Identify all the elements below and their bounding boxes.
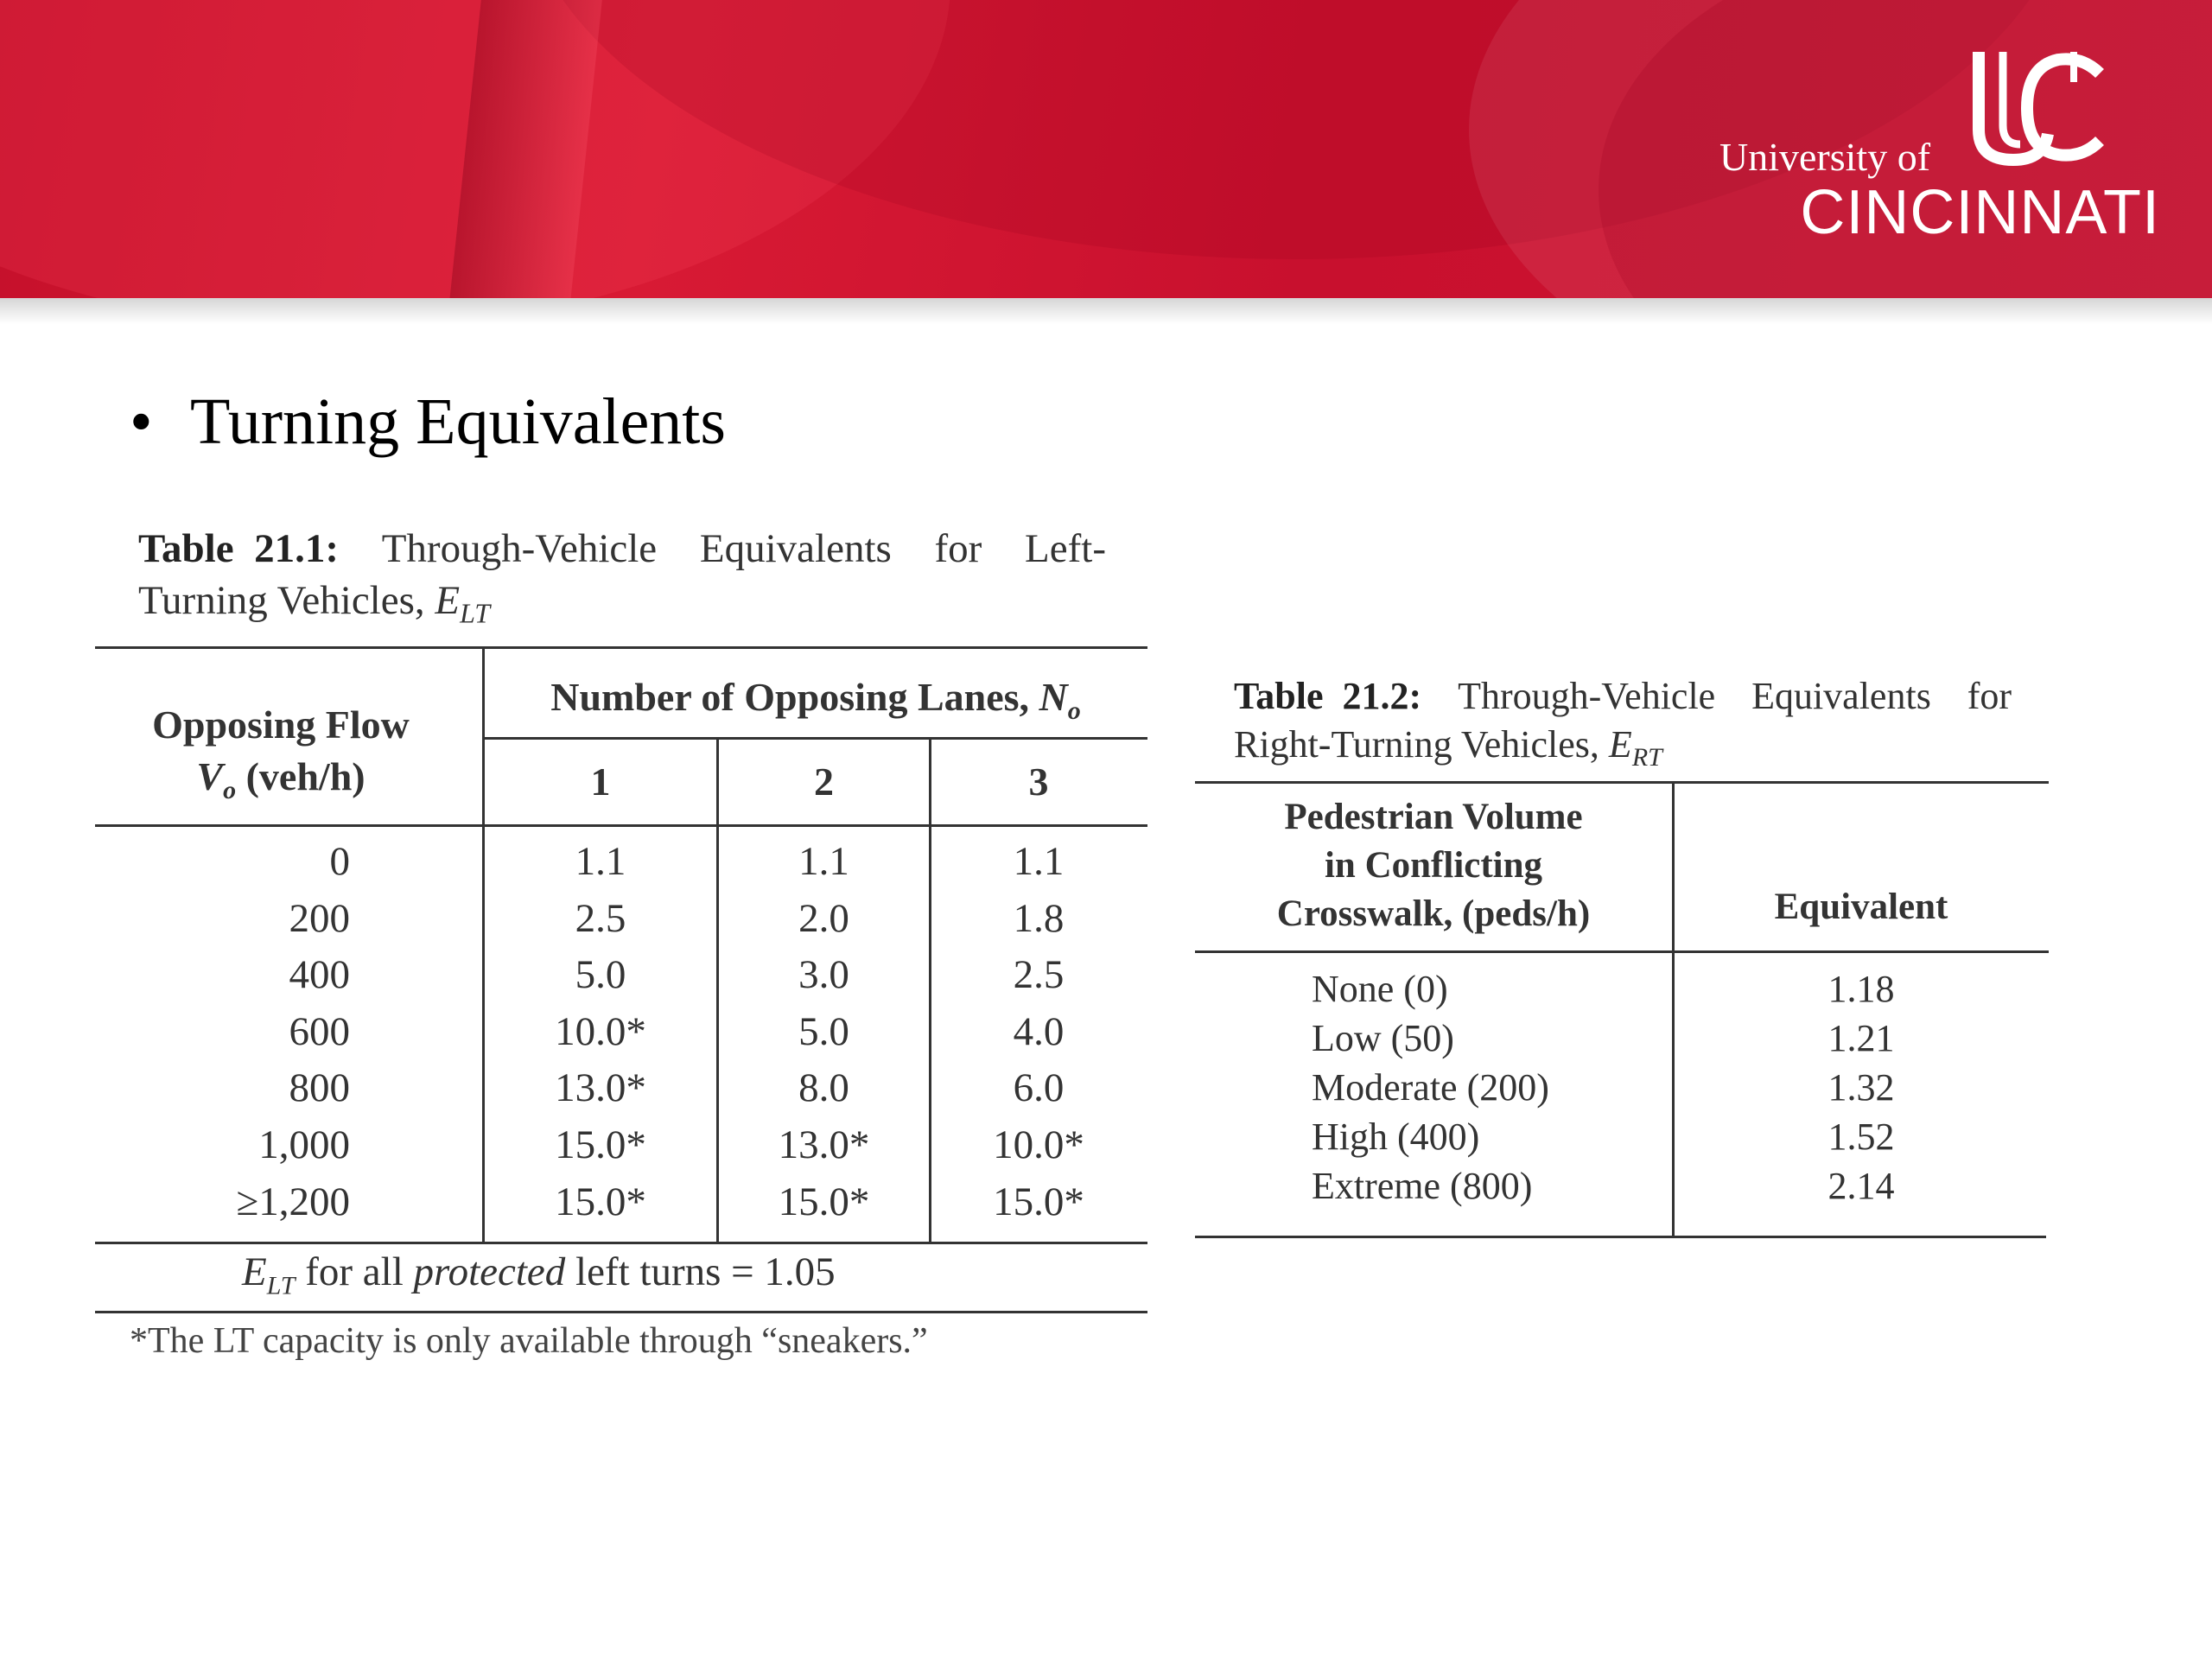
logo-university-of: University of <box>1719 135 1931 179</box>
table1-row-header-line2 <box>95 753 467 805</box>
table1-footer <box>242 1249 836 1300</box>
table1-value-cell: 1.1 <box>575 839 626 884</box>
table2-equivalent-cell: 1.21 <box>1827 1017 1895 1059</box>
table2-volume-cell: Extreme (800) <box>1312 1165 1533 1207</box>
uc-monogram-icon <box>1961 48 2108 168</box>
row-header-sub: o <box>223 776 237 805</box>
table1-value-cell: 15.0* <box>993 1179 1084 1224</box>
footer-symbol: E <box>242 1249 267 1294</box>
footer-sub: LT <box>266 1271 296 1300</box>
table1-caption-number: 21.1: <box>254 526 339 571</box>
logo-cincinnati: CINCINNATI <box>1800 178 2160 247</box>
group-header-text: Number of Opposing Lanes, <box>550 675 1030 719</box>
table2-volume-cell: None (0) <box>1312 968 1448 1010</box>
group-header-var: N <box>1039 675 1068 719</box>
table2-equivalent-cell: 1.52 <box>1827 1116 1895 1158</box>
table1-top-rule <box>95 646 1147 649</box>
table1-value-cell: 5.0 <box>798 1008 849 1054</box>
slide-title-text: Turning Equivalents <box>190 385 726 458</box>
table1-flow-cell: 400 <box>289 952 350 998</box>
table1-row-header-line1: Opposing Flow <box>152 702 410 747</box>
row-header-unit: (veh/h) <box>245 754 365 798</box>
table1-header-rule <box>95 824 1147 827</box>
table1-caption-label: Table <box>138 526 234 571</box>
table1-col-header: 3 <box>1028 760 1049 804</box>
table2-caption-label: Table <box>1234 675 1324 717</box>
table1-value-cell: 2.5 <box>575 895 626 941</box>
table1-value-cell: 13.0* <box>778 1122 870 1167</box>
table1-value-cell: 10.0* <box>993 1122 1084 1167</box>
table2-equivalent-cell: 1.32 <box>1827 1066 1895 1109</box>
table2-volume-cell: Low (50) <box>1312 1017 1454 1059</box>
table1-group-header <box>484 674 1147 726</box>
header-banner <box>0 0 2212 298</box>
table2-caption-word: for <box>1967 675 2012 717</box>
table2-caption-word: Through-Vehicle <box>1458 675 1716 717</box>
table1-value-cell: 2.0 <box>798 895 849 941</box>
table1-value-cell: 1.1 <box>798 839 849 884</box>
table1-value-cell: 1.1 <box>1013 839 1065 884</box>
table1-col-header: 2 <box>814 760 834 804</box>
table1-values-col2 <box>718 834 930 1230</box>
group-header-sub: o <box>1067 696 1081 726</box>
footer-italic: protected <box>413 1249 566 1294</box>
table1-flow-column <box>95 834 350 1230</box>
header-volume-line1: Pedestrian Volume <box>1284 797 1583 837</box>
table1-value-cell: 13.0* <box>555 1065 646 1111</box>
table2-equivalent-cell: 2.14 <box>1827 1165 1895 1207</box>
table1-caption-word: Left- <box>1025 526 1106 571</box>
table2-top-rule <box>1195 781 2049 784</box>
table1-value-cell: 8.0 <box>798 1065 849 1111</box>
table1-flow-cell: ≥1,200 <box>236 1179 350 1224</box>
table2-caption-word: Equivalents <box>1751 675 1931 717</box>
table1-values-col3 <box>931 834 1147 1230</box>
footer-post: left turns = 1.05 <box>575 1249 836 1294</box>
table1-value-cell: 4.0 <box>1013 1008 1065 1054</box>
table1-flow-cell: 600 <box>289 1008 350 1054</box>
table1-bottom-rule <box>95 1311 1147 1313</box>
slide-title <box>130 385 726 460</box>
table2-bottom-rule <box>1195 1236 2046 1238</box>
table2-caption-number: 21.2: <box>1342 675 1422 717</box>
table1-values-col1 <box>484 834 717 1230</box>
table1-caption-line2: Turning Vehicles, <box>138 578 425 623</box>
table1-value-cell: 3.0 <box>798 952 849 998</box>
table1-flow-cell: 800 <box>289 1065 350 1111</box>
table1-flow-cell: 200 <box>289 895 350 941</box>
table2-equivalent-column <box>1674 964 2049 1211</box>
table1-caption-word: Equivalents <box>699 526 892 571</box>
table1-note: *The LT capacity is only available through “sneakers.” <box>130 1321 928 1361</box>
table2-header-equivalent: Equivalent <box>1774 887 1948 927</box>
table1-value-cell: 15.0* <box>778 1179 870 1224</box>
table2-caption-line2: Right-Turning Vehicles, <box>1234 723 1599 766</box>
banner-shadow <box>0 298 2212 324</box>
table1-caption-sub: LT <box>460 597 491 629</box>
university-logo <box>1711 48 2160 255</box>
table1-value-cell: 5.0 <box>575 952 626 998</box>
table1-value-cell: 6.0 <box>1013 1065 1065 1111</box>
table2-volume-cell: High (400) <box>1312 1116 1480 1158</box>
table1-caption-word: Through-Vehicle <box>381 526 658 571</box>
table2-caption-symbol: E <box>1608 723 1632 766</box>
table1-caption-symbol: E <box>435 578 461 623</box>
table1-flow-cell: 0 <box>329 839 350 884</box>
table1-value-cell: 10.0* <box>555 1008 646 1054</box>
bullet-dot: • <box>130 385 153 458</box>
table1-col-header: 1 <box>590 760 611 804</box>
table1-value-cell: 15.0* <box>555 1122 646 1167</box>
table1-flow-cell: 1,000 <box>258 1122 350 1167</box>
table2-equivalent-cell: 1.18 <box>1827 968 1895 1010</box>
header-volume-line3: Crosswalk, (peds/h) <box>1276 893 1591 934</box>
table1-value-cell: 15.0* <box>555 1179 646 1224</box>
table1-value-cell: 1.8 <box>1013 895 1065 941</box>
table1-value-cell: 2.5 <box>1013 952 1065 998</box>
table1-caption <box>138 523 1106 639</box>
table2-volume-column <box>1312 964 1549 1211</box>
footer-pre: for all <box>305 1249 404 1294</box>
table2-header-volume <box>1195 793 1672 938</box>
table1-body-rule <box>95 1242 1147 1244</box>
row-header-var: V <box>196 754 224 798</box>
table2-header-rule <box>1195 950 2049 953</box>
table2-volume-cell: Moderate (200) <box>1312 1066 1549 1109</box>
header-volume-line2: in Conflicting <box>1324 845 1543 886</box>
table1-group-rule <box>484 737 1147 740</box>
table2-caption-sub: RT <box>1631 742 1662 772</box>
table1-caption-word: for <box>934 526 982 571</box>
table2-caption <box>1234 672 2012 782</box>
